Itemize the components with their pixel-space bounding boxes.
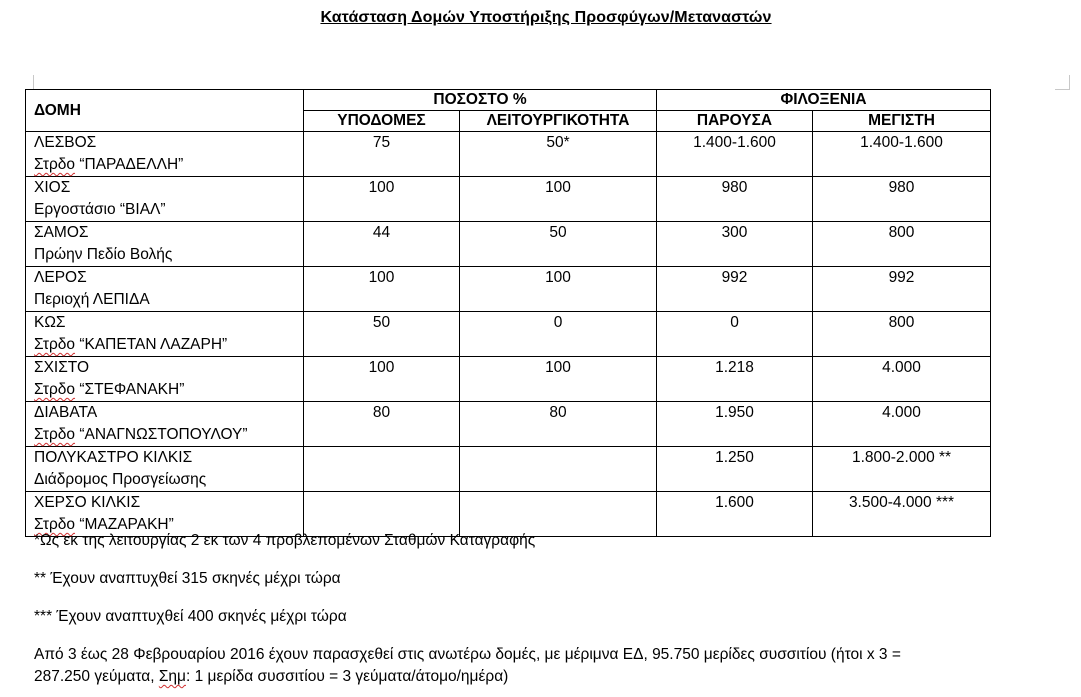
header-operation: ΛΕΙΤΟΥΡΓΙΚΟΤΗΤΑ bbox=[460, 111, 657, 132]
infrastructure-cell: 75 bbox=[304, 132, 460, 177]
infrastructure-cell: 100 bbox=[304, 267, 460, 312]
structure-place: ΔΙΑΒΑΤΑ bbox=[34, 404, 98, 421]
meals-paragraph-line-1: Από 3 έως 28 Φεβρουαρίου 2016 έχουν παρασχεθεί στις ανωτέρω δομές, με μέριμνα ΕΔ, 95.750 μερίδες συσσιτίου (ήτοι x 3 = bbox=[34, 646, 901, 663]
structure-detail: Πρώην Πεδίο Βολής bbox=[34, 246, 173, 263]
header-percentage-group: ΠΟΣΟΣΤΟ % bbox=[304, 90, 657, 111]
operation-cell: 100 bbox=[460, 267, 657, 312]
maximum-cell: 4.000 bbox=[813, 402, 991, 447]
current-cell: 1.950 bbox=[657, 402, 813, 447]
header-current: ΠΑΡΟΥΣΑ bbox=[657, 111, 813, 132]
structure-prefix: Στρδο bbox=[34, 516, 76, 533]
operation-cell: 80 bbox=[460, 402, 657, 447]
structure-place: ΚΩΣ bbox=[34, 314, 66, 331]
infrastructure-cell: 50 bbox=[304, 312, 460, 357]
structure-prefix: Στρδο bbox=[34, 426, 76, 443]
structure-prefix: Στρδο bbox=[34, 381, 76, 398]
current-cell: 1.600 bbox=[657, 492, 813, 537]
table-row bbox=[26, 402, 991, 447]
structure-detail: “ΠΑΡΑΔΕΛΛΗ” bbox=[75, 156, 184, 173]
operation-cell: 50* bbox=[460, 132, 657, 177]
operation-cell: 100 bbox=[460, 357, 657, 402]
table-row bbox=[26, 222, 991, 267]
page-margin-marker-left bbox=[33, 75, 46, 89]
page-margin-marker-right bbox=[1055, 75, 1070, 90]
structure-prefix: Στρδο bbox=[34, 336, 76, 353]
header-structure: ΔΟΜΗ bbox=[26, 90, 304, 132]
current-cell: 980 bbox=[657, 177, 813, 222]
structure-detail: Περιοχή ΛΕΠΙΔΑ bbox=[34, 291, 150, 308]
table-row bbox=[26, 357, 991, 402]
structure-cell bbox=[26, 267, 304, 312]
maximum-cell: 1.400-1.600 bbox=[813, 132, 991, 177]
maximum-cell: 800 bbox=[813, 312, 991, 357]
maximum-cell: 1.800-2.000 ** bbox=[813, 447, 991, 492]
structure-place: ΛΕΣΒΟΣ bbox=[34, 134, 97, 151]
operation-cell: 0 bbox=[460, 312, 657, 357]
table-row bbox=[26, 177, 991, 222]
structure-detail: “ΜΑΖΑΡΑΚΗ” bbox=[75, 516, 174, 533]
structure-place: ΣΑΜΟΣ bbox=[34, 224, 89, 241]
infrastructure-cell: 80 bbox=[304, 402, 460, 447]
meals-paragraph-line-2c: : 1 μερίδα συσσιτίου = 3 γεύματα/άτομο/ημέρα) bbox=[185, 668, 509, 685]
table-row bbox=[26, 132, 991, 177]
infrastructure-cell bbox=[304, 447, 460, 492]
structure-cell bbox=[26, 357, 304, 402]
structure-place: ΠΟΛΥΚΑΣΤΡΟ ΚΙΛΚΙΣ bbox=[34, 449, 193, 466]
maximum-cell: 980 bbox=[813, 177, 991, 222]
structure-place: ΣΧΙΣΤΟ bbox=[34, 359, 90, 376]
table-row bbox=[26, 267, 991, 312]
current-cell: 1.218 bbox=[657, 357, 813, 402]
structure-place: ΛΕΡΟΣ bbox=[34, 269, 87, 286]
header-maximum: ΜΕΓΙΣΤΗ bbox=[813, 111, 991, 132]
maximum-cell: 992 bbox=[813, 267, 991, 312]
footnote-1: *Ως εκ της λειτουργίας 2 εκ των 4 προβλεπομένων Σταθμών Καταγραφής bbox=[34, 532, 536, 549]
current-cell: 992 bbox=[657, 267, 813, 312]
footnote-2: ** Έχουν αναπτυχθεί 315 σκηνές μέχρι τώρα bbox=[34, 570, 341, 587]
structure-detail: Διάδρομος Προσγείωσης bbox=[34, 471, 207, 488]
maximum-cell: 3.500-4.000 *** bbox=[813, 492, 991, 537]
structure-cell bbox=[26, 447, 304, 492]
structure-detail: “ΑΝΑΓΝΩΣΤΟΠΟΥΛΟΥ” bbox=[75, 426, 248, 443]
structure-cell bbox=[26, 222, 304, 267]
structure-cell bbox=[26, 402, 304, 447]
structure-prefix: Στρδο bbox=[34, 156, 76, 173]
meals-paragraph bbox=[34, 644, 1034, 688]
operation-cell bbox=[460, 447, 657, 492]
infrastructure-cell: 44 bbox=[304, 222, 460, 267]
structure-cell bbox=[26, 177, 304, 222]
current-cell: 300 bbox=[657, 222, 813, 267]
operation-cell: 100 bbox=[460, 177, 657, 222]
structure-detail: Εργοστάσιο “ΒΙΑΛ” bbox=[34, 201, 166, 218]
infrastructure-cell: 100 bbox=[304, 357, 460, 402]
structure-detail: “ΣΤΕΦΑΝΑΚΗ” bbox=[75, 381, 185, 398]
table-row bbox=[26, 447, 991, 492]
maximum-cell: 800 bbox=[813, 222, 991, 267]
maximum-cell: 4.000 bbox=[813, 357, 991, 402]
header-hospitality-group: ΦΙΛΟΞΕΝΙΑ bbox=[657, 90, 991, 111]
current-cell: 0 bbox=[657, 312, 813, 357]
operation-cell: 50 bbox=[460, 222, 657, 267]
structure-cell bbox=[26, 312, 304, 357]
structure-cell bbox=[26, 132, 304, 177]
structure-place: ΧΕΡΣΟ ΚΙΛΚΙΣ bbox=[34, 494, 141, 511]
footnote-3: *** Έχουν αναπτυχθεί 400 σκηνές μέχρι τώρα bbox=[34, 608, 347, 625]
current-cell: 1.400-1.600 bbox=[657, 132, 813, 177]
infrastructure-cell: 100 bbox=[304, 177, 460, 222]
table-header-row-1 bbox=[26, 90, 991, 111]
document-title: Κατάσταση Δομών Υποστήριξης Προσφύγων/Μεταναστών bbox=[320, 9, 772, 26]
meals-paragraph-line-2a: 287.250 γεύματα, bbox=[34, 668, 159, 685]
header-infrastructure: ΥΠΟΔΟΜΕΣ bbox=[304, 111, 460, 132]
structures-table bbox=[25, 89, 991, 537]
meals-paragraph-note-label: Σημ bbox=[158, 668, 186, 685]
structure-detail: “ΚΑΠΕΤΑΝ ΛΑΖΑΡΗ” bbox=[75, 336, 228, 353]
table-row bbox=[26, 312, 991, 357]
structure-place: ΧΙΟΣ bbox=[34, 179, 71, 196]
current-cell: 1.250 bbox=[657, 447, 813, 492]
